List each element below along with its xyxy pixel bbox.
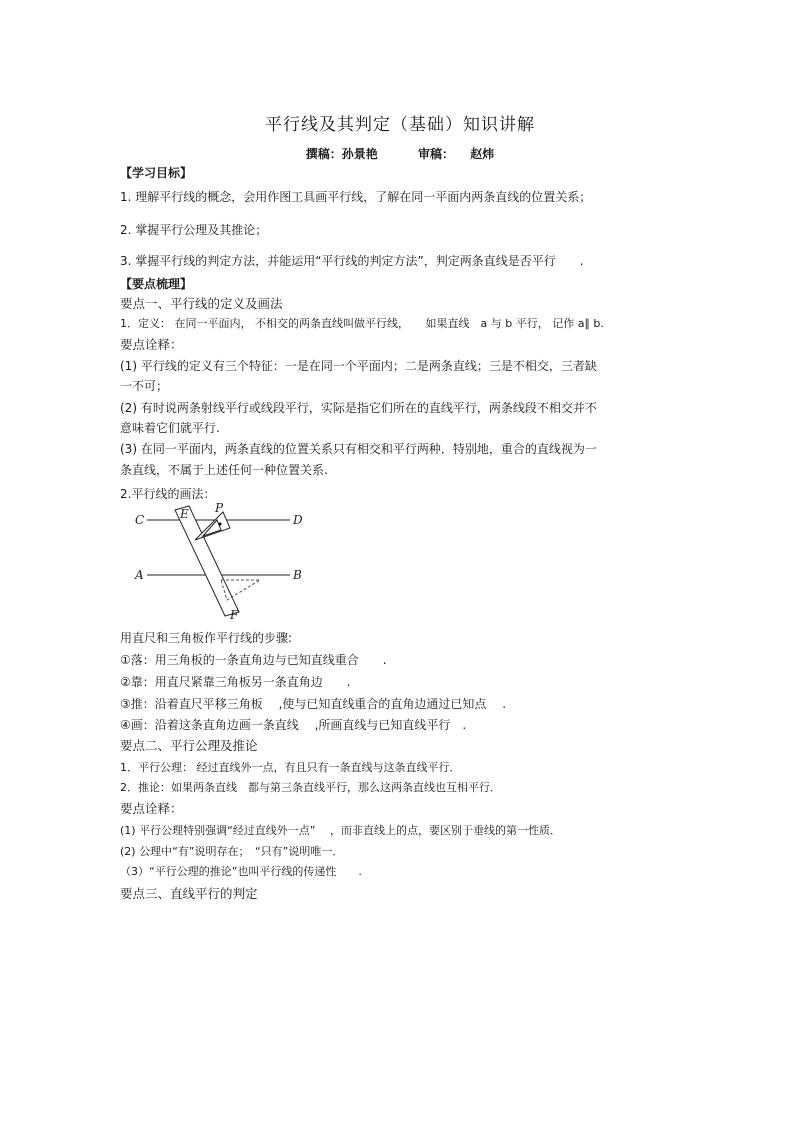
goal-item: 3. 掌握平行线的判定方法，并能运用“平行线的判定方法”，判定两条直线是否平行 . bbox=[120, 254, 584, 268]
point-one-title: 要点一、平行线的定义及画法 bbox=[120, 296, 283, 311]
goals-heading: 【学习目标】 bbox=[120, 166, 193, 180]
point-two-item: 1．平行公理： 经过直线外一点，有且只有一条直线与这条直线平行． bbox=[120, 761, 461, 774]
step-item: ④画：沿着这条直角边画一条直线 ,所画直线与已知直线平行 . bbox=[120, 718, 467, 732]
point-two-note-label: 要点诠释： bbox=[120, 801, 183, 816]
point-one-note: 一不可； bbox=[120, 379, 169, 393]
document-title: 平行线及其判定（基础）知识讲解 bbox=[265, 115, 535, 135]
label-b: B bbox=[293, 568, 302, 582]
parallel-figure-svg bbox=[125, 500, 310, 620]
step-item: ③推：沿着直尺平移三角板 ,使与已知直线重合的直角边通过已知点 . bbox=[120, 697, 507, 711]
point-one-definition: 1．定义： 在同一平面内， 不相交的两条直线叫做平行线， 如果直线 a 与 b 平行， 记作 a∥ b. bbox=[120, 317, 604, 330]
point-two-note: (2) 公理中“有”说明存在； “只有”说明唯一． bbox=[120, 845, 344, 858]
writer-label: 撰稿：孙景艳 bbox=[305, 147, 378, 161]
reviewer-name: 赵炜 bbox=[470, 147, 495, 161]
point-two-note: （3）“平行公理的推论”也叫平行线的传递性 . bbox=[120, 865, 362, 878]
label-p: P bbox=[215, 501, 224, 515]
author-line bbox=[0, 145, 800, 162]
point-one-note-label: 要点诠释： bbox=[120, 337, 183, 352]
ruler-shape bbox=[175, 506, 239, 616]
parallel-line-figure bbox=[125, 500, 310, 620]
step-item: ②靠：用直尺紧靠三角板另一条直角边 . bbox=[120, 675, 351, 689]
reviewer-label: 审稿： bbox=[417, 147, 454, 161]
drawing-method-title: 2.平行线的画法： bbox=[120, 487, 216, 501]
label-c: C bbox=[135, 513, 145, 527]
label-f: F bbox=[230, 608, 239, 620]
step-item: ①落：用三角板的一条直角边与已知直线重合 . bbox=[120, 653, 387, 667]
points-heading: 【要点梳理】 bbox=[120, 277, 193, 291]
goal-item: 2. 掌握平行公理及其推论； bbox=[120, 223, 268, 237]
goal-item: 1. 理解平行线的概念，会用作图工具画平行线，了解在同一平面内两条直线的位置关系； bbox=[120, 190, 592, 204]
label-e: E bbox=[180, 507, 189, 521]
point-two-note: (1) 平行公理特别强调“经过直线外一点” ，而非直线上的点，要区别于垂线的第一性质． bbox=[120, 824, 561, 837]
steps-title: 用直尺和三角板作平行线的步骤: bbox=[120, 631, 293, 645]
point-three-title: 要点三、直线平行的判定 bbox=[120, 886, 258, 901]
point-one-note: (1) 平行线的定义有三个特征：一是在同一个平面内；二是两条直线；三是不相交，三者缺 bbox=[120, 359, 597, 373]
point-one-note: 意味着它们就平行. bbox=[120, 421, 220, 435]
point-one-note: (2) 有时说两条射线平行或线段平行，实际是指它们所在的直线平行，两条线段不相交并不 bbox=[120, 401, 597, 415]
label-a: A bbox=[135, 568, 144, 582]
point-one-note: 条直线，不属于上述任何一种位置关系. bbox=[120, 463, 328, 477]
point-one-note: (3) 在同一平面内，两条直线的位置关系只有相交和平行两种．特别地，重合的直线视为一 bbox=[120, 442, 597, 456]
point-two-item: 2．推论：如果两条直线 都与第三条直线平行，那么这两条直线也互相平行． bbox=[120, 781, 501, 794]
label-d: D bbox=[293, 513, 303, 527]
point-two-title: 要点二、平行公理及推论 bbox=[120, 738, 258, 753]
